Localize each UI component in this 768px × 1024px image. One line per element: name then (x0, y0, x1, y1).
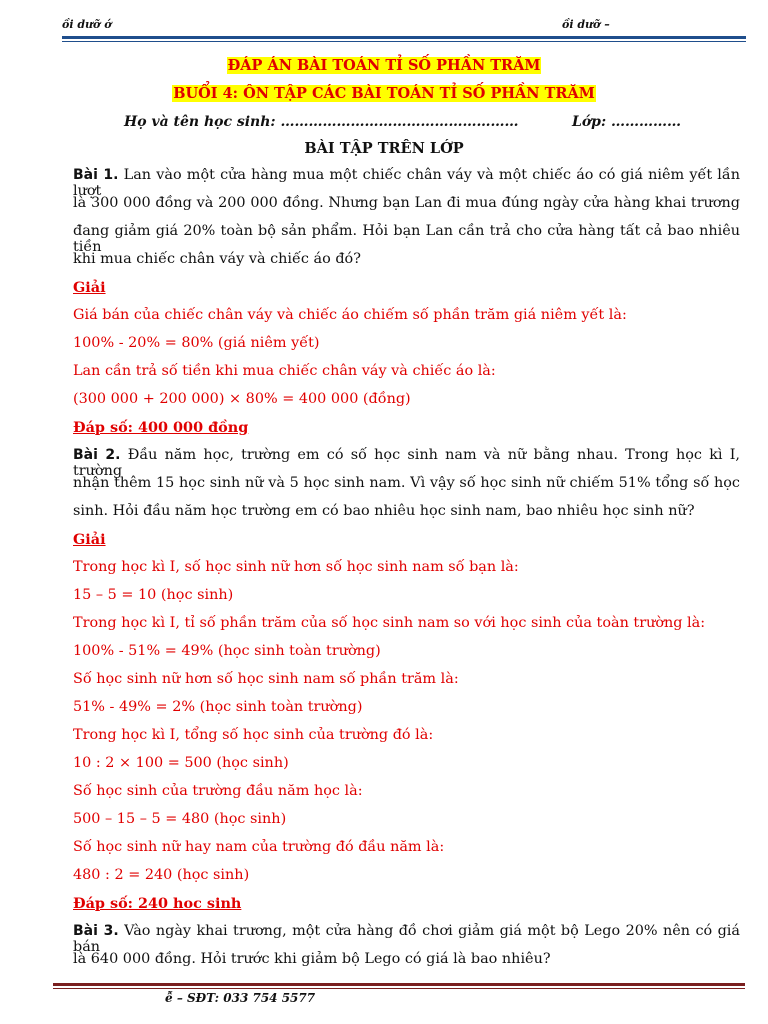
bai2-solution-step: 10 : 2 × 100 = 500 (học sinh) (73, 755, 289, 771)
header-right-text: ồi dưỡ – (562, 18, 610, 31)
bai3-label: Bài 3. (73, 923, 119, 939)
bai2-solution-step: Số học sinh nữ hơn số học sinh nam số phần trăm là: (73, 671, 459, 687)
document-subtitle: BUỔI 4: ÔN TẬP CÁC BÀI TOÁN TỈ SỐ PHẦN TRĂM (173, 85, 595, 102)
class-line: Lớp: …………… (572, 114, 682, 130)
bai2-solution-step: Số học sinh nữ hay nam của trường đó đầu năm là: (73, 839, 445, 855)
bai2-solution-step: 51% - 49% = 2% (học sinh toàn trường) (73, 699, 363, 715)
bai2-solution-step: Số học sinh của trường đầu năm học là: (73, 783, 363, 799)
bai1-solution-step: Lan cần trả số tiền khi mua chiếc chân váy và chiếc áo là: (73, 363, 496, 379)
bai2-answer: Đáp số: 240 hoc sinh (73, 895, 242, 912)
header-divider (62, 36, 746, 42)
bai1-question-line-1: Bài 1. Lan vào một cửa hàng mua một chiếc chân váy và một chiếc áo có giá niêm yết lần lượt (73, 167, 740, 199)
header-left-text: ồi dưỡ ớ (62, 18, 112, 31)
bai3-question-line-2: là 640 000 đồng. Hỏi trước khi giảm bộ Lego có giá là bao nhiêu? (73, 951, 551, 967)
bai1-question-line-4: khi mua chiếc chân váy và chiếc áo đó? (73, 251, 361, 267)
bai3-question-line-1: Bài 3. Vào ngày khai trương, một cửa hàng đồ chơi giảm giá một bộ Lego 20% nên có giá bán (73, 923, 740, 955)
bai2-question-line-2: nhận thêm 15 học sinh nữ và 5 học sinh nam. Vì vậy số học sinh nữ chiếm 51% tổng số học (73, 475, 740, 491)
bai2-solution-heading: Giải (73, 531, 106, 548)
bai1-label: Bài 1. (73, 167, 119, 183)
bai1-solution-heading: Giải (73, 279, 106, 296)
bai1-solution-step: 100% - 20% = 80% (giá niêm yết) (73, 335, 320, 351)
bai2-solution-step: 480 : 2 = 240 (học sinh) (73, 867, 250, 883)
bai1-question-line-2: là 300 000 đồng và 200 000 đồng. Nhưng bạn Lan đi mua đúng ngày cửa hàng khai trương (73, 195, 740, 211)
bai2-label: Bài 2. (73, 447, 121, 463)
bai2-solution-step: 500 – 15 – 5 = 480 (học sinh) (73, 811, 287, 827)
bai2-question-line-3: sinh. Hỏi đầu năm học trường em có bao nhiêu học sinh nam, bao nhiêu học sinh nữ? (73, 503, 695, 519)
document-title: ĐÁP ÁN BÀI TOÁN TỈ SỐ PHẦN TRĂM (227, 57, 541, 74)
footer-divider (53, 983, 745, 989)
bai1-solution-step: (300 000 + 200 000) × 80% = 400 000 (đồng) (73, 391, 411, 407)
bai1-question-line-3: đang giảm giá 20% toàn bộ sản phẩm. Hỏi bạn Lan cần trả cho cửa hàng tất cả bao nhiêu tiền (73, 223, 740, 255)
student-name-line: Họ và tên học sinh: …………………………………………… (124, 114, 519, 130)
bai2-solution-step: 15 – 5 = 10 (học sinh) (73, 587, 234, 603)
page-header (62, 18, 742, 36)
bai2-question-line-1: Bài 2. Đầu năm học, trường em có số học sinh nam và nữ bằng nhau. Trong học kì I, trường (73, 447, 740, 479)
bai2-solution-step: Trong học kì I, tỉ số phần trăm của số học sinh nam so với học sinh của toàn trường là: (73, 615, 706, 631)
bai2-solution-step: Trong học kì I, tổng số học sinh của trường đó là: (73, 727, 434, 743)
bai2-solution-step: 100% - 51% = 49% (học sinh toàn trường) (73, 643, 381, 659)
bai2-solution-step: Trong học kì I, số học sinh nữ hơn số học sinh nam số bạn là: (73, 559, 519, 575)
section-heading: BÀI TẬP TRÊN LỚP (304, 140, 464, 157)
bai1-solution-step: Giá bán của chiếc chân váy và chiếc áo chiếm số phần trăm giá niêm yết là: (73, 307, 627, 323)
page-footer: ễ – SĐT: 033 754 5577 (165, 991, 316, 1005)
bai1-answer: Đáp số: 400 000 đồng (73, 419, 249, 436)
